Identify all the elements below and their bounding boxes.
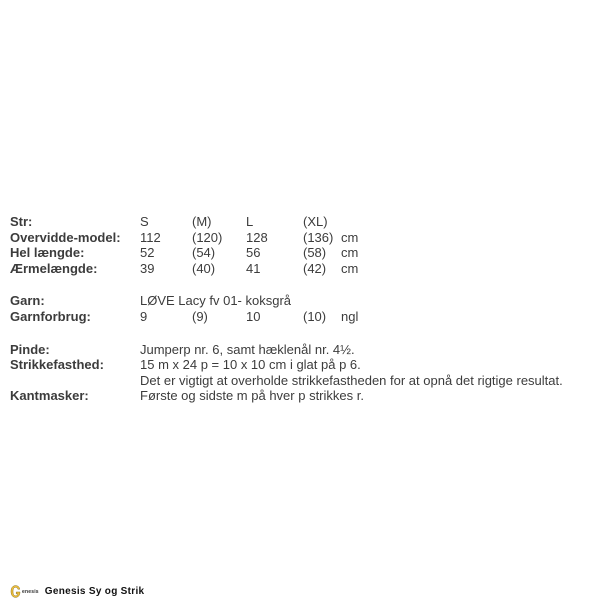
value-m: (54) <box>192 245 216 261</box>
value-s: 39 <box>140 260 155 276</box>
size-s: S <box>140 214 149 229</box>
table-row-garnforbrug <box>10 309 608 325</box>
value-xl: (136) <box>303 229 334 245</box>
section-gap <box>10 276 608 293</box>
usage-xl: (10) <box>303 308 327 324</box>
table-row-pinde <box>10 342 608 358</box>
section-gap <box>10 325 608 342</box>
unit: cm <box>341 229 359 245</box>
unit: cm <box>341 260 359 276</box>
unit: cm <box>341 245 359 261</box>
value-xl: (42) <box>303 260 327 276</box>
value-m: (120) <box>192 229 223 245</box>
table-row-strikkefasthed <box>10 357 608 373</box>
unit <box>341 214 608 230</box>
row-label: Strikkefasthed: <box>10 357 104 373</box>
row-label: Hel længde: <box>10 245 85 261</box>
value-l: 41 <box>246 260 261 276</box>
usage-l: 10 <box>246 308 261 324</box>
table-row-overvidde <box>10 230 608 246</box>
row-label: Kantmasker: <box>10 388 89 404</box>
row-label: Overvidde-model: <box>10 229 121 245</box>
value-xl: (58) <box>303 245 327 261</box>
value-l: 128 <box>246 229 268 245</box>
size-m: (M) <box>192 214 212 229</box>
value-s: 52 <box>140 245 155 261</box>
row-label-empty <box>10 373 140 389</box>
row-label: Str: <box>10 214 33 229</box>
gauge-value: 15 m x 24 p = 10 x 10 cm i glat på p 6. <box>140 357 361 373</box>
table-row-aermelaengde <box>10 261 608 277</box>
row-label: Pinde: <box>10 341 50 357</box>
value-s: 112 <box>140 229 161 245</box>
footer-brand <box>10 584 144 599</box>
size-l: L <box>246 214 254 229</box>
needles-value: Jumperp nr. 6, samt hæklenål nr. 4½. <box>140 341 355 357</box>
value-l: 56 <box>246 245 261 261</box>
genesis-logo <box>10 585 39 598</box>
edge-stitches-value: Første og sidste m på hver p strikkes r. <box>140 388 364 404</box>
usage-s: 9 <box>140 308 148 324</box>
pattern-specs <box>10 214 608 404</box>
yarn-name: LØVE Lacy fv 01- koksgrå <box>140 293 292 309</box>
table-row-kantmasker <box>10 388 608 404</box>
unit: ngl <box>341 308 359 324</box>
logo-wordmark: enesis <box>22 588 39 595</box>
brand-name: Genesis Sy og Strik <box>44 586 145 597</box>
value-m: (40) <box>192 260 216 276</box>
size-xl: (XL) <box>303 214 328 229</box>
row-label: Garnforbrug: <box>10 308 91 324</box>
table-row-str <box>10 214 608 230</box>
row-label: Garn: <box>10 293 45 309</box>
table-row-garn <box>10 293 608 309</box>
table-row-gauge-note <box>10 373 608 389</box>
usage-m: (9) <box>192 308 208 324</box>
genesis-g-icon <box>10 585 21 598</box>
gauge-note: Det er vigtigt at overholde strikkefastheden for at opnå det rigtige resultat. <box>140 372 563 388</box>
table-row-hel-laengde <box>10 245 608 261</box>
row-label: Ærmelængde: <box>10 260 98 276</box>
